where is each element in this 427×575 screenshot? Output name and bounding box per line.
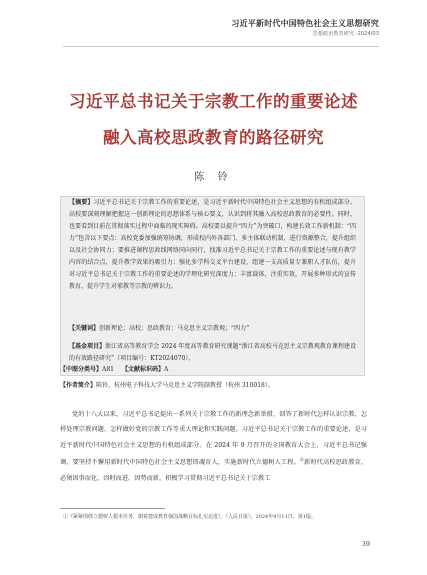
abstract-label: 【摘要】 (69, 199, 94, 206)
journal-name: 习近平新时代中国特色社会主义思想研究 (231, 19, 379, 28)
footnote-divider (60, 508, 165, 509)
abstract-text: 习近平总书记关于宗教工作的重要论述，是习近平新时代中国特色社会主义思想的有机组成部分。高校要深刻理解把握这一创新理论的思想体系与核心要义，认识到将其融入高校思政教育的必要性。同时，也要看到目前在贯彻落实过程中面临的现实障碍。高校要以提升“四力”为突破口，构建长效工作新机制：“四力”包含以下要点：高校党委加强统筹协调，形成校内外各部门、多主体联动机制，进行资源整合，提升组织以及社会协同力；要推进课程思政线网络同向同行，找准习近平总书记关于宗教工作的重要论述与现有教学内容的结合点，提升教学效果的吸引力；强化多学科交叉平台建设，组建一支高质量专兼职人才队伍，提升对习近平总书记关于宗教工作的重要论述的学理化研究深度力；丰富载体，注重实效，开展多种形式的宣传教育，提升学生对邪教等宗教的辨识力。 (69, 199, 356, 290)
classification-label: 【中图分类号】 (60, 366, 103, 373)
page-number: 39 (361, 540, 370, 548)
footnote: ①《紧紧围绕立德树人根本任务，朝着建成教育强国战略目标扎实迈进》，《人民日报》，2024年9月11日，第1版。 (63, 514, 316, 520)
keywords (69, 323, 356, 335)
body-paragraph (60, 407, 367, 486)
header-divider (63, 46, 379, 47)
author-info-text: 陈铃，杭州电子科技大学马克思主义学院副教授（杭州 310018）。 (96, 382, 274, 389)
fund-text: 浙江省高等教育学会 2024 年度高等教育研究课题“浙江省高校马克思主义宗教观教育课程建设的有效路径研究”（项目编号：KT2024070）。 (69, 343, 356, 362)
journal-header (231, 18, 379, 37)
author-info-row (60, 380, 365, 392)
fund-project (69, 341, 356, 365)
article-title-line-1: 习近平总书记关于宗教工作的重要论述 (69, 92, 358, 111)
body-text-part-1: 党的十八大以来，习近平总书记提出一系列关于宗教工作的新理念新举措，回答了新时代怎样认识宗教、怎样处理宗教问题、怎样做好党的宗教工作等重大理论和实践问题。习近平总书记关于宗教工作的重要论述，是习近平新时代中国特色社会主义思想的有机组成部分。在 2024 年 9 月召开的全国教育大会上，习近平总书记强调，要坚持不懈用新时代中国特色社会主义思想铸魂育人，实施新时代立德树人工程。 (60, 411, 367, 467)
footnote-reference[interactable]: ① (299, 458, 305, 464)
author-info-label: 【作者简介】 (60, 382, 97, 389)
keywords-text: 创新理论；高校；思政教育；马克思主义宗教观；“四力” (99, 325, 250, 332)
article-author: 陈 铃 (194, 172, 233, 183)
body-text-part-2: 新时代高校思政教育，必须因事而化、因时而进、因势而新，积极学习贯彻习近平总书记关于宗教工 (60, 459, 368, 482)
abstract-box (60, 196, 365, 376)
document-code-label: 【文献标识码】 (121, 366, 164, 373)
classification-row (60, 364, 365, 376)
journal-subtitle: 思想政治教育研究 ·2024/03 (312, 31, 379, 37)
fund-label: 【基金项目】 (69, 343, 106, 350)
classification-value: A81 (102, 366, 114, 373)
abstract (69, 197, 356, 293)
article-title-line-2: 融入高校思政教育的路径研究 (103, 128, 324, 147)
keywords-label: 【关键词】 (69, 325, 100, 332)
document-code-value: A (164, 366, 169, 373)
